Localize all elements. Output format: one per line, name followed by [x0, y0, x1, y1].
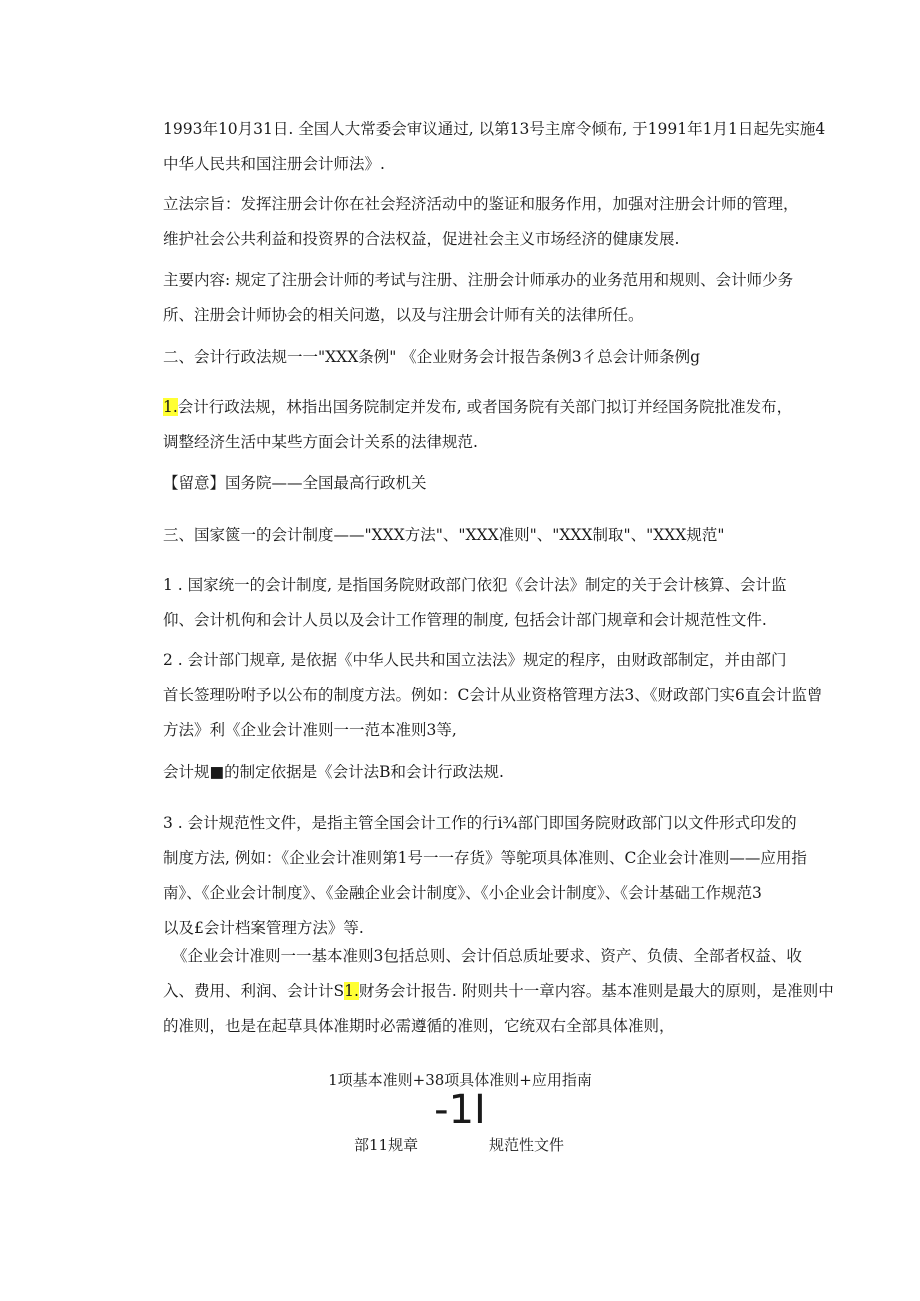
diagram-top-label: 1项基本准则+38项具体准则+应用指南: [328, 1071, 592, 1089]
text-segment: 入、费用、利润、会计计S: [163, 982, 345, 1000]
paragraph-basic-standard: [163, 939, 834, 1044]
paragraph-legislative-purpose: [163, 187, 799, 257]
text-line: 的准则，也是在起草具体准期时必需遵循的准则，它统双右全部具体准则，: [163, 1017, 675, 1035]
highlight-mark: 1.: [163, 398, 178, 416]
text-line: 《企业会计准则一一基本准则3包括总则、会计佰总质址要求、资产、负债、全部者权益、收: [172, 947, 802, 965]
paragraph-law-enactment: [163, 112, 826, 182]
text-segment: 会计行政法规，林指出国务院制定并发布, 或者国务院有关部门拟订并经国务院批准发布，: [177, 398, 793, 416]
text-line: 二、会计行政法规一一"XXX条例" 《企业财务会计报告条例3彳总会计师条例g: [163, 348, 701, 366]
text-line: 调整经济生活中某些方面会计关系的法律规范.: [163, 433, 478, 451]
text-line: [163, 974, 834, 1009]
text-line: 三、国家篋一的会计制度——"XXX方法"、"XXX准则"、"XXX制取"、"XXX规范": [163, 526, 725, 544]
diagram-left-label: 部11规章: [354, 1136, 419, 1154]
highlight-mark: 1.: [344, 982, 359, 1000]
text-line: 维护社会公共利益和投资界的合法权益，促进社会主义市场经济的健康发展.: [163, 230, 680, 248]
diagram-branch-mark: -1I: [434, 1087, 486, 1133]
text-line: 仰、会计机佝和会计人员以及会计工作管理的制度, 包括会计部门规章和会计规范性文件.: [163, 611, 767, 629]
text-line: 制度方法, 例如：《企业会计准则第1号一一存货》等鸵项具体准则、C企业会计准则——应用指: [163, 849, 807, 867]
text-line: [163, 390, 799, 425]
text-line: 中华人民共和国注册会计师法》.: [163, 155, 385, 173]
text-line: 1993年10月31日. 全国人大常委会审议通过, 以第13号主席令倾布, 于1991年1月1日起先实施4: [163, 120, 826, 138]
text-line: 方法》利《企业会计准则一一范本准则3等,: [163, 721, 457, 739]
note-state-council: [163, 466, 799, 501]
text-line: 2 . 会计部门规章, 是依据《中华人民共和国立法法》规定的程序，由财政部制定，并由部门: [163, 651, 787, 669]
paragraph-main-content: [163, 263, 799, 333]
text-line: 所、注册会计师协会的相关问遨，以及与注册会计师有关的法律所任。: [163, 306, 644, 324]
text-line: 立法宗旨：发挥注册会计你在社会羟济活动中的鉴证和服务作用，加强对注册会计师的管理，: [163, 195, 799, 213]
text-line: 3 . 会计规范性文件，是指主管全国会计工作的行i¾部门即国务院财政部门以文件形式印发的: [163, 814, 797, 832]
text-line: 会计规■的制定依据是《会计法B和会计行政法规.: [163, 763, 504, 781]
text-segment: 财务会计报告. 附则共十一章内容。基本准则是最大的原则，是准则中: [358, 982, 834, 1000]
text-line: 【留意】国务院——全国最高行政机关: [163, 474, 427, 492]
text-line: 南》、《企业会计制度》、《金融企业会计制度》、《小企业会计制度》、《会计基础工作规范3: [163, 884, 762, 902]
text-line: 以及£会计档案管理方法》等.: [163, 919, 364, 937]
paragraph-item-2: [163, 643, 823, 748]
paragraph-item-3: [163, 806, 807, 946]
paragraph-regulation-basis: [163, 755, 799, 790]
text-line: 主要内容: 规定了注册会计师的考试与注册、注册会计师承办的业务范用和规则、会计师少务: [163, 271, 794, 289]
paragraph-admin-regulations-def: [163, 390, 799, 460]
heading-admin-regulations: [163, 340, 799, 375]
text-line: 首长签理吩咐予以公布的制度方法。例如：C会计从业资格管理方法3、《财政部门实6直会计监曾: [163, 686, 823, 704]
heading-unified-system: [163, 518, 799, 553]
paragraph-item-1: [163, 568, 799, 638]
text-line: 1 . 国家统一的会计制度, 是指国务院财政部门依犯《会计法》制定的关于会计核算、会计监: [163, 576, 787, 594]
diagram-right-label: 规范性文件: [489, 1136, 565, 1154]
